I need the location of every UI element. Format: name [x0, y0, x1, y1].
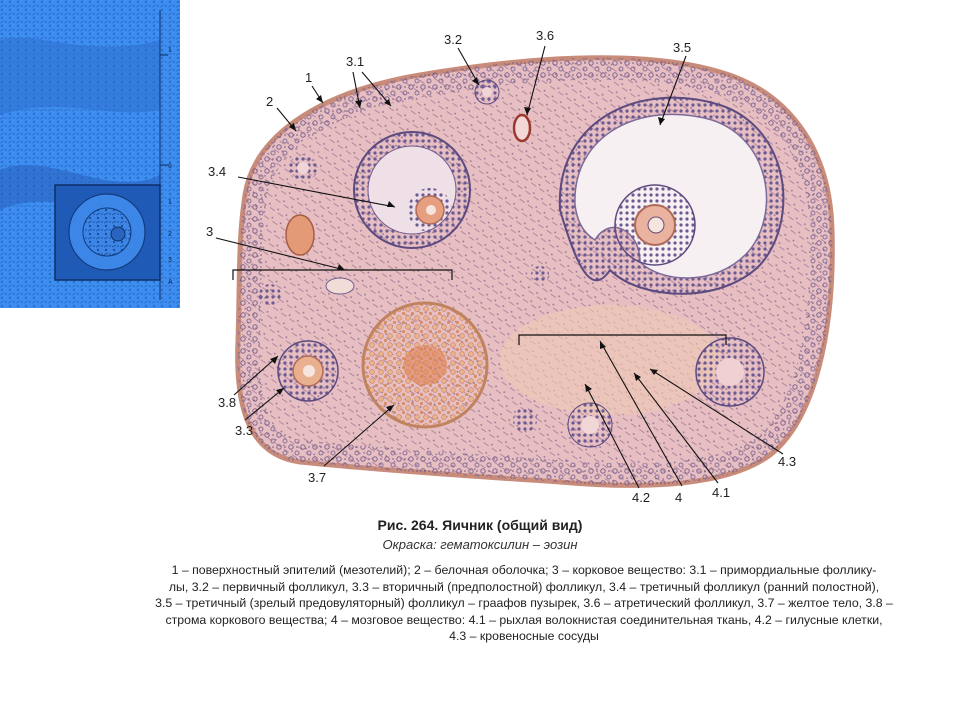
- label-4: 4: [675, 490, 683, 505]
- label-4-2: 4.2: [632, 490, 651, 505]
- figure-stain: Окраска: гематоксилин – эозин: [382, 537, 578, 552]
- label-3-7: 3.7: [308, 470, 327, 485]
- label-3-5: 3.5: [673, 40, 692, 55]
- inset-label: A: [168, 279, 173, 286]
- label-1: 1: [305, 70, 313, 85]
- inset-panel: [0, 0, 180, 308]
- label-3-8: 3.8: [218, 395, 237, 410]
- label-4-1: 4.1: [712, 485, 731, 500]
- inset-label: 6: [168, 163, 172, 170]
- label-4-3: 4.3: [778, 454, 797, 469]
- legend-line: строма коркового вещества; 4 – мозговое вещество: 4.1 – рыхлая волокнистая соединительная ткань, 4.2 – гилусные клетки,: [165, 612, 883, 627]
- label-2: 2: [266, 94, 274, 109]
- inset-label: 3: [168, 257, 172, 264]
- inset-label: 2: [168, 231, 172, 238]
- inset-label: 1: [168, 47, 172, 54]
- legend-line: 3.5 – третичный (зрелый предовуляторный) фолликул – граафов пузырек, 3.6 – атретический фолликул, 3.7 – желтое тело, 3.8 –: [155, 596, 893, 610]
- label-3-6: 3.6: [536, 28, 555, 43]
- legend-line: 1 – поверхностный эпителий (мезотелий); 2 – белочная оболочка; 3 – корковое вещество: 3.1 – примордиальные фоллику-: [171, 563, 877, 577]
- label-3-4: 3.4: [208, 164, 227, 179]
- figure-title: Рис. 264. Яичник (общий вид): [377, 517, 583, 533]
- label-3-3: 3.3: [235, 423, 254, 438]
- label-3-1: 3.1: [346, 54, 365, 69]
- label-3: 3: [206, 224, 214, 239]
- legend-line: 4.3 – кровеносные сосуды: [449, 629, 599, 643]
- figure-legend: [88, 562, 960, 645]
- label-3-2: 3.2: [444, 32, 463, 47]
- inset-label: 1: [168, 199, 172, 206]
- legend-line: лы, 3.2 – первичный фолликул, 3.3 – вторичный (предполостной) фолликул, 3.4 – третичный фолликул (ранний полостной),: [168, 579, 880, 594]
